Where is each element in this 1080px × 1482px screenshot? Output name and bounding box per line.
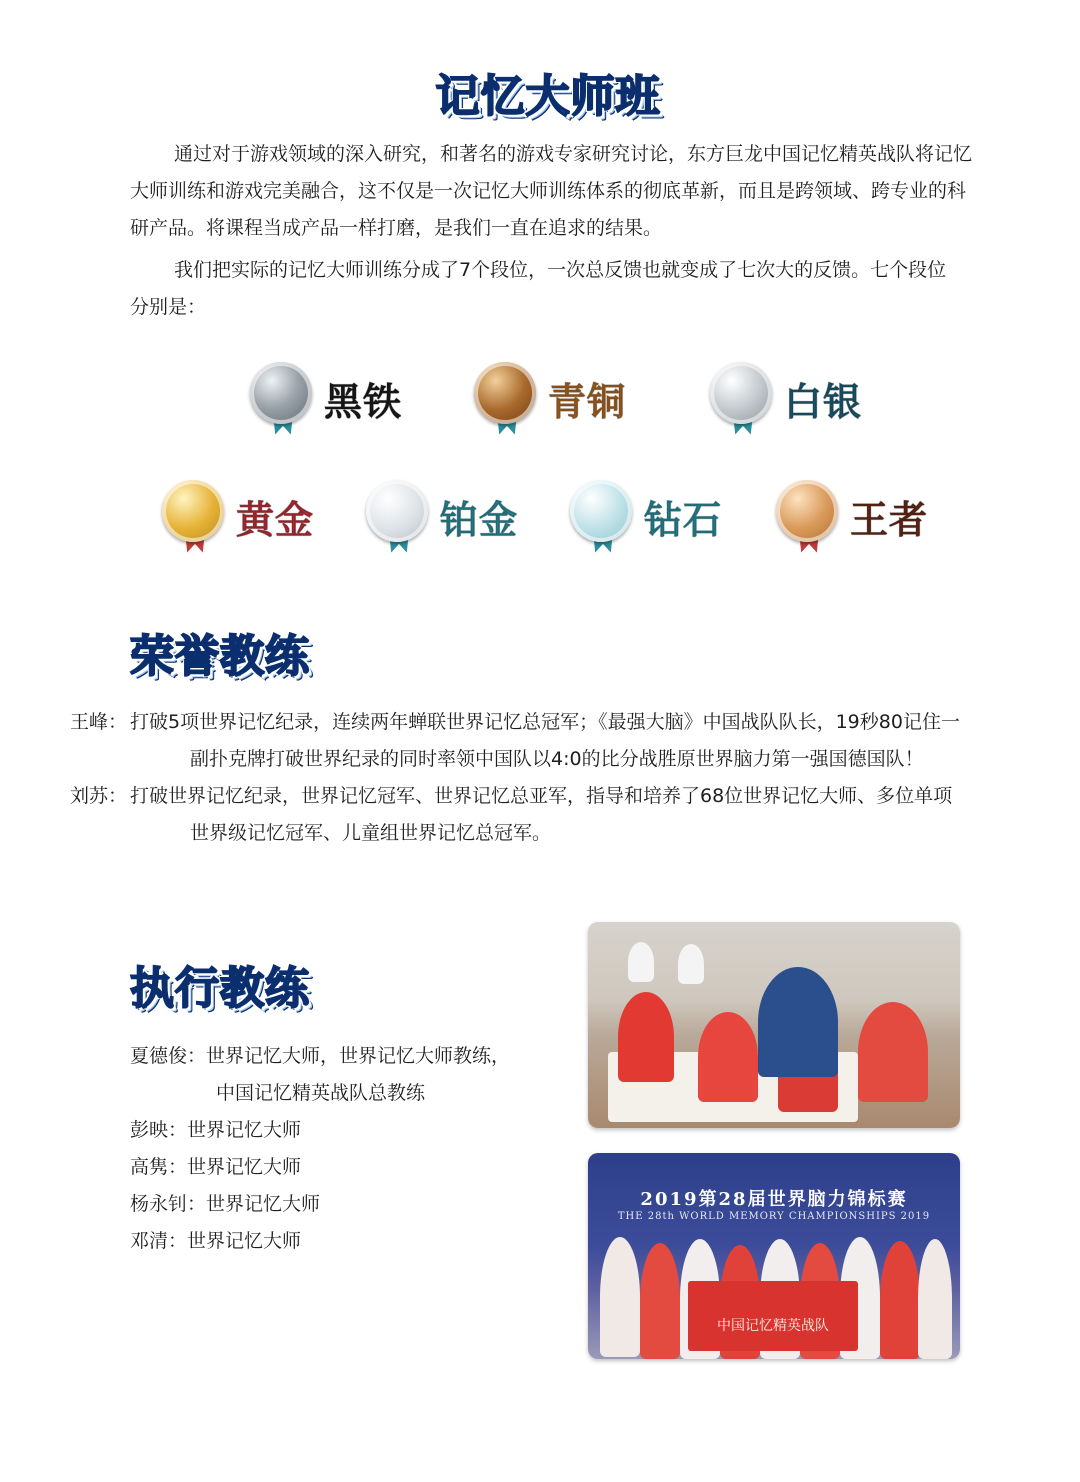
intro-paragraph-2: 我们把实际的记忆大师训练分成了7个段位，一次总反馈也就变成了七次大的反馈。七个段位分别是： [130, 259, 947, 318]
team-flag [688, 1281, 858, 1351]
diamond-medal-icon [570, 480, 634, 552]
coach-description: 世界记忆大师，世界记忆大师教练， [206, 1045, 511, 1067]
coach-description: 打破5项世界记忆纪录，连续两年蝉联世界记忆总冠军；《最强大脑》中国战队队长，19秒80记住一副扑克牌打破世界纪录的同时率领中国队以4:0的比分战胜原世界脑力第一强国德国队！ [130, 711, 960, 770]
silver-medal-icon [710, 362, 774, 434]
coach-description: 世界记忆大师 [187, 1156, 302, 1178]
executive-coach-entry [130, 1186, 550, 1223]
coach-description: 世界记忆大师 [206, 1193, 321, 1215]
executive-coach-entry [130, 1223, 550, 1260]
rank-label: 钻石 [644, 497, 723, 542]
executive-coaches-heading: 执行教练 [130, 963, 310, 1014]
rank-label: 黄金 [236, 497, 315, 542]
honor-coach-list [70, 704, 970, 852]
intro-paragraph-1: 通过对于游戏领域的深入研究，和著名的游戏专家研究讨论，东方巨龙中国记忆精英战队将记忆大师训练和游戏完美融合，这不仅是一次记忆大师训练体系的彻底革新，而且是跨领域、跨专业的科研产品。将课程当成产品一样打磨，是我们一直在追求的结果。 [130, 143, 973, 239]
championship-team-photo [588, 1153, 960, 1359]
rank-label: 青铜 [548, 379, 627, 424]
platinum-medal-icon [366, 480, 430, 552]
honor-coach-entry: 刘苏： 打破世界记忆纪录，世界记忆冠军、世界记忆总亚军，指导和培养了68位世界记忆大师、多位单项世界级记忆冠军、儿童组世界记忆总冠军。 [70, 785, 953, 844]
rank-iron [250, 362, 402, 434]
coach-name: 杨永钊： [130, 1193, 207, 1215]
executive-coach-list [130, 1038, 550, 1260]
coach-name: 彭映： [130, 1119, 188, 1141]
gold-medal-icon [162, 480, 226, 552]
rank-label: 铂金 [440, 497, 519, 542]
rank-king [776, 480, 928, 552]
honor-coach-entry: 王峰： 打破5项世界记忆纪录，连续两年蝉联世界记忆总冠军；《最强大脑》中国战队队长，19秒80记住一副扑克牌打破世界纪录的同时率领中国队以4:0的比分战胜原世界脑力第一强国德国队！ [70, 711, 960, 770]
iron-medal-icon [250, 362, 314, 434]
executive-coach-entry [130, 1149, 550, 1186]
coach-description-continued: 中国记忆精英战队总教练 [216, 1082, 426, 1104]
page-title: 记忆大师班 [435, 71, 661, 122]
coach-description: 世界记忆大师 [187, 1230, 302, 1252]
executive-coach-entry [130, 1038, 550, 1075]
coach-name: 高隽： [130, 1156, 188, 1178]
rank-label: 王者 [850, 497, 929, 542]
rank-diamond [570, 480, 722, 552]
rank-gold [162, 480, 314, 552]
honor-coaches-heading: 荣誉教练 [130, 631, 310, 682]
photo-banner-subtitle: THE 28th WORLD MEMORY CHAMPIONSHIPS 2019 [617, 1211, 931, 1222]
coach-description: 世界记忆大师 [187, 1119, 302, 1141]
coach-description: 打破世界记忆纪录，世界记忆冠军、世界记忆总亚军，指导和培养了68位世界记忆大师、多位单项世界级记忆冠军、儿童组世界记忆总冠军。 [130, 785, 953, 844]
flag-text: 中国记忆精英战队 [717, 1318, 829, 1334]
photo-banner-title: 2019第28届世界脑力锦标赛 [640, 1189, 908, 1210]
bronze-medal-icon [474, 362, 538, 434]
coach-name: 邓清： [130, 1230, 188, 1252]
coach-name: 夏德俊： [130, 1045, 207, 1067]
rank-silver [710, 362, 862, 434]
executive-coach-entry [130, 1112, 550, 1149]
rank-platinum [366, 480, 518, 552]
rank-label: 黑铁 [324, 379, 403, 424]
classroom-training-photo [588, 922, 960, 1128]
rank-label: 白银 [784, 379, 863, 424]
rank-bronze [474, 362, 626, 434]
king-medal-icon [776, 480, 840, 552]
